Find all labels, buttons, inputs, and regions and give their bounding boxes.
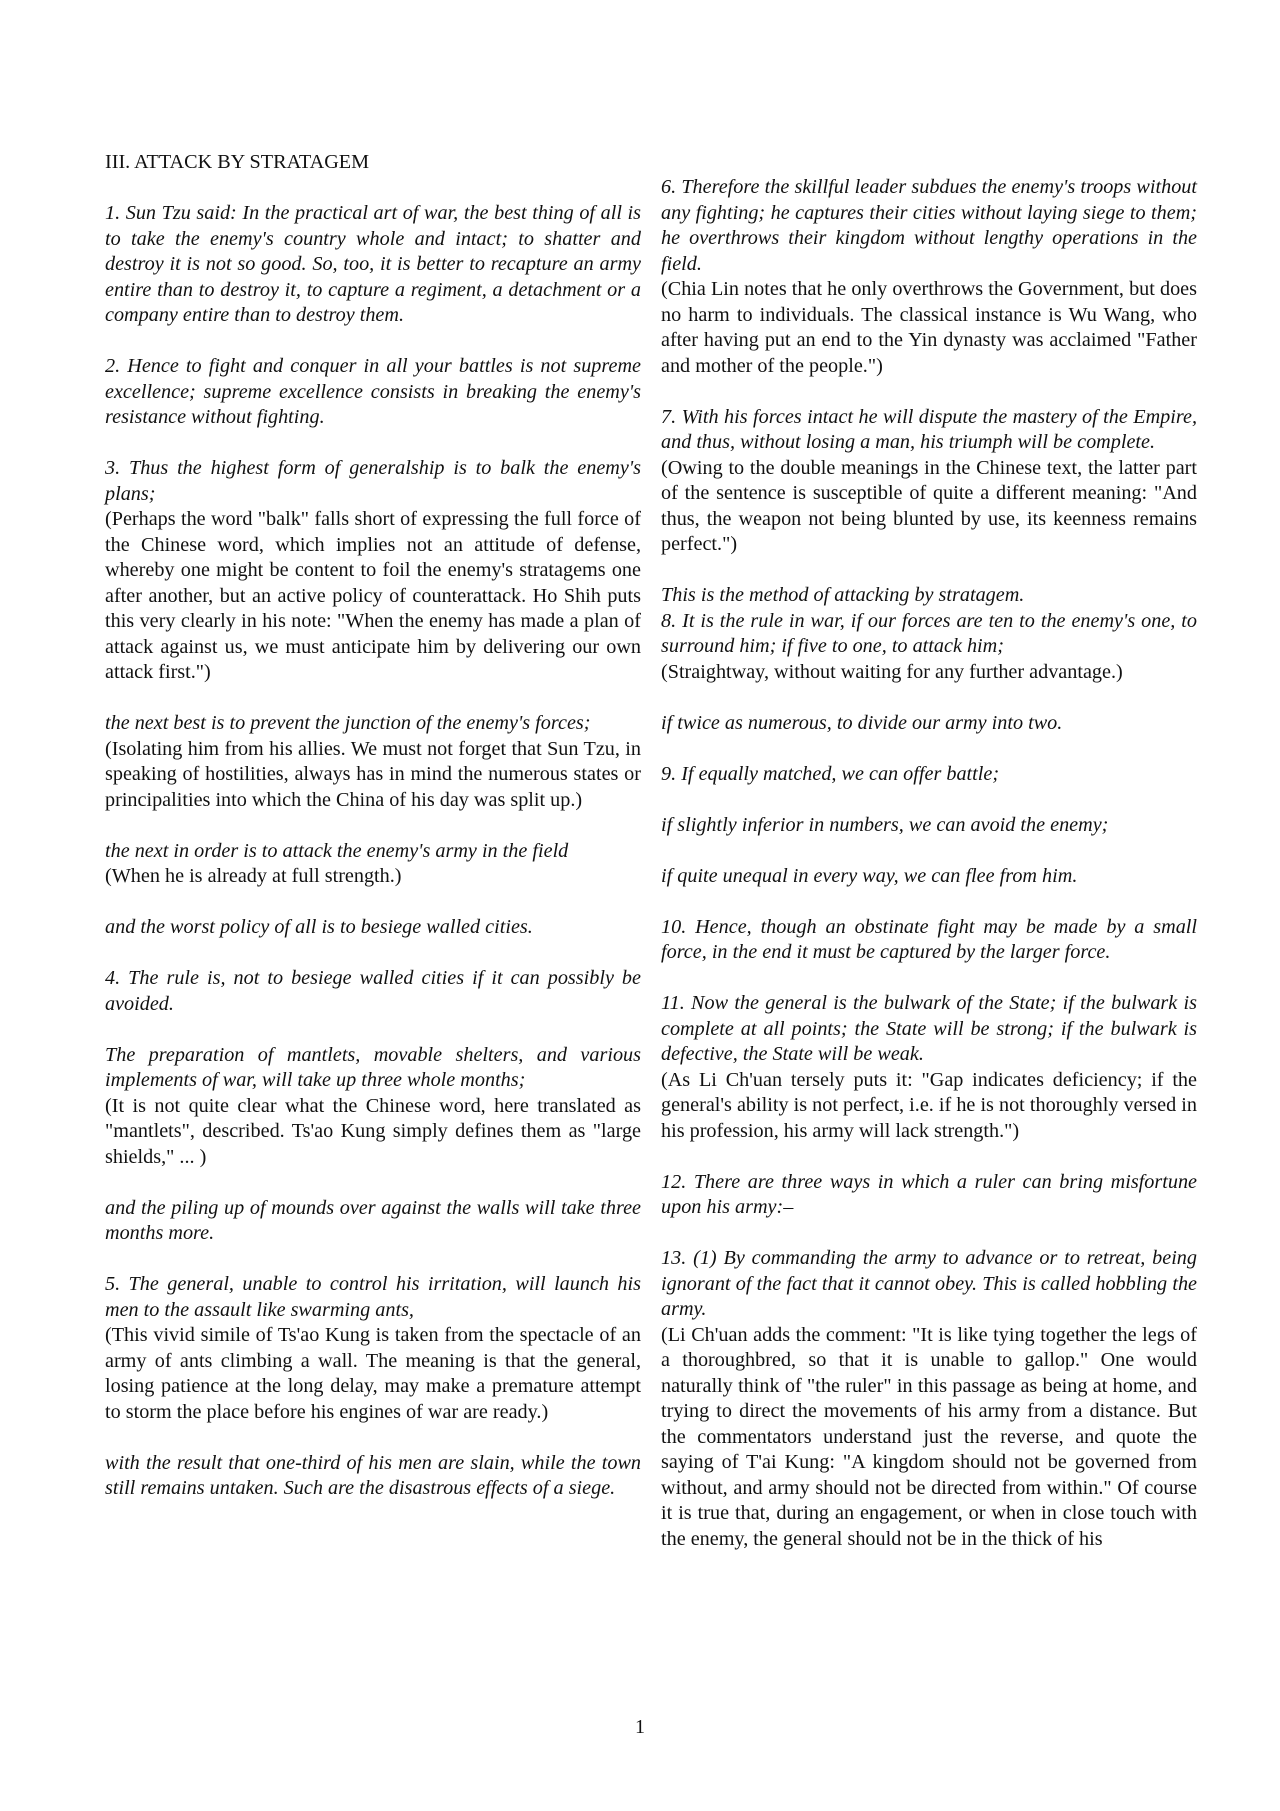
commentary-text: (It is not quite clear what the Chinese word, here translated as "mantlets", described. Ts'ao Kung simply defines them as "large shields," ... ) — [105, 1094, 641, 1168]
verse-text: if quite unequal in every way, we can flee from him. — [661, 864, 1078, 887]
verse-text: 5. The general, unable to control his irritation, will launch his men to the assault like swarming ants, — [105, 1273, 641, 1321]
verse-text: 1. Sun Tzu said: In the practical art of war, the best thing of all is to take the enemy's country whole and intact; to shatter and destroy it is not so good. So, too, it is better to recapture an army entire than to destroy it, to capture a regiment, a detachment or a company entire than to destroy them. — [105, 202, 641, 326]
paragraph-5 — [105, 839, 641, 890]
paragraph-1 — [105, 201, 641, 329]
verse-text: 4. The rule is, not to besiege walled cities if it can possibly be avoided. — [105, 967, 641, 1015]
chapter-title: III. ATTACK BY STRATAGEM — [105, 151, 370, 173]
page-number: 1 — [635, 1716, 645, 1738]
commentary-text: (Isolating him from his allies. We must not forget that Sun Tzu, in speaking of hostilities, always has in mind the numerous states or principalities into which the China of his day was split up.) — [105, 737, 641, 811]
commentary-text: (This vivid simile of Ts'ao Kung is taken from the spectacle of an army of ants climbing a wall. The meaning is that the general, losing patience at the long delay, may make a premature attempt to storm the place before his engines of war are ready.) — [105, 1324, 641, 1423]
verse-text: and the piling up of mounds over against the walls will take three months more. — [105, 1196, 641, 1244]
verse-text: if slightly inferior in numbers, we can avoid the enemy; — [661, 813, 1109, 836]
paragraph-r4 — [661, 711, 1197, 737]
verse-text: 10. Hence, though an obstinate fight may be made by a small force, in the end it must be captured by the larger force. — [661, 915, 1197, 963]
left-column — [105, 150, 641, 1502]
paragraph-r3 — [661, 583, 1197, 685]
commentary-text: (As Li Ch'uan tersely puts it: "Gap indicates deficiency; if the general's ability is not perfect, i.e. if he is not thoroughly versed in his profession, his army will lack strength.") — [661, 1068, 1197, 1142]
paragraph-11 — [105, 1451, 641, 1502]
paragraph-7 — [105, 966, 641, 1017]
verse-text: with the result that one-third of his men are slain, while the town still remains untaken. Such are the disastrous effects of a siege. — [105, 1451, 641, 1499]
paragraph-r10 — [661, 1170, 1197, 1221]
verse-text: if twice as numerous, to divide our army into two. — [661, 711, 1063, 734]
verse-text: 12. There are three ways in which a ruler can bring misfortune upon his army:– — [661, 1170, 1197, 1218]
commentary-text: (Chia Lin notes that he only overthrows the Government, but does no harm to individuals. The classical instance is Wu Wang, who after having put an end to the Yin dynasty was acclaimed "Father and mother of the people.") — [661, 278, 1197, 377]
verse-text: 6. Therefore the skillful leader subdues the enemy's troops without any fighting; he captures their cities without laying siege to them; he overthrows their kingdom without lengthy operations in the field. — [661, 176, 1197, 275]
paragraph-r1 — [661, 175, 1197, 379]
verse-text: 3. Thus the highest form of generalship is to balk the enemy's plans; — [105, 457, 641, 505]
verse-text: 13. (1) By commanding the army to advance or to retreat, being ignorant of the fact that it cannot obey. This is called hobbling the army. — [661, 1247, 1197, 1320]
paragraph-6 — [105, 915, 641, 941]
paragraph-r2 — [661, 405, 1197, 558]
verse-text: 7. With his forces intact he will dispute the mastery of the Empire, and thus, without losing a man, his triumph will be complete. — [661, 405, 1197, 453]
verse-text: the next in order is to attack the enemy's army in the field — [105, 839, 569, 862]
paragraph-r7 — [661, 864, 1197, 890]
verse-text: the next best is to prevent the junction of the enemy's forces; — [105, 712, 591, 734]
commentary-text: (When he is already at full strength.) — [105, 865, 402, 887]
right-column — [661, 175, 1197, 1552]
commentary-text: (Owing to the double meanings in the Chinese text, the latter part of the sentence is susceptible of quite a different meaning: "And thus, the weapon not being blunted by use, its keenness remains perfect.") — [661, 456, 1197, 555]
paragraph-10 — [105, 1272, 641, 1425]
paragraph-9 — [105, 1196, 641, 1247]
verse-text: 9. If equally matched, we can offer battle; — [661, 762, 1000, 785]
commentary-text: (Li Ch'uan adds the comment: "It is like tying together the legs of a thoroughbred, so that it is unable to gallop." One would naturally think of "the ruler" in this passage as being at home, and trying to direct the movements of his army from a distance. But the commentators understand just the reverse, and quote the saying of T'ai Kung: "A kingdom should not be governed from without, and army should not be directed from within." Of course it is true that, during an engagement, or when in close touch with the enemy, the general should not be in the thick of his — [661, 1323, 1197, 1550]
commentary-text: (Perhaps the word "balk" falls short of expressing the full force of the Chinese word, which implies not an attitude of defense, whereby one might be content to foil the enemy's stratagems one after another, but an active policy of counterattack. Ho Shih puts this very clearly in his note: "When the enemy has made a plan of attack against us, we must anticipate him by delivering our own attack first.") — [105, 508, 641, 683]
verse-text: and the worst policy of all is to besiege walled cities. — [105, 916, 533, 938]
paragraph-r8 — [661, 915, 1197, 966]
verse-text: 11. Now the general is the bulwark of the State; if the bulwark is complete at all points; the State will be strong; if the bulwark is defective, the State will be weak. — [661, 992, 1197, 1065]
paragraph-r11 — [661, 1246, 1197, 1552]
paragraph-8 — [105, 1043, 641, 1171]
verse-text: 2. Hence to fight and conquer in all your battles is not supreme excellence; supreme excellence consists in breaking the enemy's resistance without fighting. — [105, 355, 641, 428]
paragraph-r5 — [661, 762, 1197, 788]
verse-text: 8. It is the rule in war, if our forces are ten to the enemy's one, to surround him; if five to one, to attack him; — [661, 609, 1197, 657]
commentary-text: (Straightway, without waiting for any further advantage.) — [661, 660, 1123, 683]
paragraph-4 — [105, 711, 641, 813]
verse-text: This is the method of attacking by stratagem. — [661, 584, 1025, 606]
paragraph-2 — [105, 354, 641, 431]
paragraph-r6 — [661, 813, 1197, 839]
paragraph-3 — [105, 456, 641, 686]
paragraph-r9 — [661, 991, 1197, 1144]
verse-text: The preparation of mantlets, movable shelters, and various implements of war, will take up three whole months; — [105, 1043, 641, 1091]
